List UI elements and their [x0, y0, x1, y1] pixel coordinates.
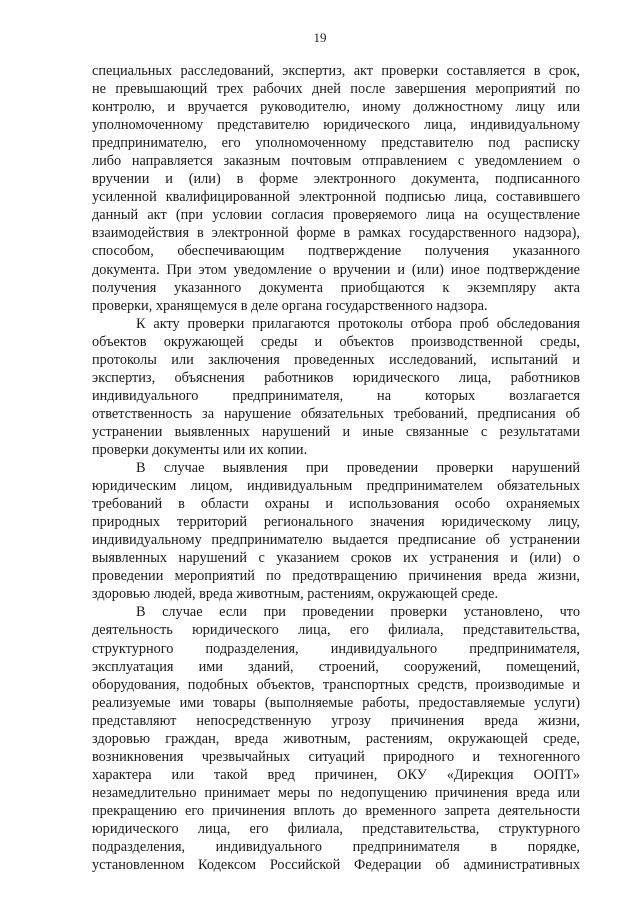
- text-line: усиленной квалифицированной электронной подписью лица, составившего: [92, 189, 580, 206]
- text-line: выявленных нарушений с указанием сроков их устранения и (или) о: [92, 550, 580, 567]
- text-line: объектов окружающей среды и объектов производственной среды,: [92, 333, 580, 350]
- text-line: незамедлительно принимает меры по недопущению причинения вреда или: [92, 784, 580, 801]
- text-line: юридическим лицом, индивидуальным предпринимателем обязательных: [92, 478, 580, 495]
- text-line: представляют непосредственную угрозу причинения вреда жизни,: [92, 712, 580, 729]
- text-line: вручении и (или) в форме электронного документа, подписанного: [92, 171, 580, 188]
- text-line: специальных расследований, экспертиз, акт проверки составляется в срок,: [92, 63, 580, 79]
- text-line: К акту проверки прилагаются протоколы отбора проб обследования: [136, 315, 580, 332]
- text-line: не превышающий трех рабочих дней после завершения мероприятий по: [92, 81, 580, 98]
- text-line: прекращению его причинения вплоть до временного запрета деятельности: [92, 802, 580, 819]
- text-line: проверки документы или их копии.: [92, 441, 308, 458]
- paragraph: [92, 459, 580, 603]
- text-line: установленном Кодексом Российской Федерации об административных: [92, 857, 580, 874]
- paragraph: [92, 603, 580, 874]
- paragraph: [92, 62, 580, 315]
- text-line: структурного подразделения, индивидуального предпринимателя,: [92, 640, 580, 657]
- text-line: получения указанного документа приобщаются к экземпляру акта: [92, 279, 580, 296]
- text-line: деятельность юридического лица, его филиала, представительства,: [92, 622, 580, 639]
- text-line: эксплуатация ими зданий, строений, сооружений, помещений,: [92, 658, 580, 675]
- text-line: В случае если при проведении проверки установлено, что: [136, 604, 580, 621]
- page-number: 19: [313, 30, 327, 45]
- text-line: индивидуальному предпринимателю выдается предписание об устранении: [92, 532, 580, 549]
- text-line: ответственность за нарушение обязательных требований, предписания об: [92, 405, 580, 422]
- text-line: оборудования, подобных объектов, транспортных средств, производимые и: [92, 676, 580, 693]
- text-line: проверки, хранящемуся в деле органа государственного надзора.: [92, 297, 488, 314]
- text-line: природных территорий регионального значения юридическому лицу,: [92, 514, 580, 531]
- text-line: данный акт (при условии согласия проверяемого лица на осуществление: [92, 207, 580, 224]
- text-line: предпринимателю, его уполномоченному представителю под расписку: [92, 135, 580, 152]
- text-line: В случае выявления при проведении проверки нарушений: [136, 460, 580, 477]
- text-line: устранении выявленных нарушений и иные связанные с результатами: [92, 423, 580, 440]
- text-line: требований в области охраны и использования особо охраняемых: [92, 496, 580, 513]
- text-line: здоровью граждан, вреда животным, растениям, окружающей среде,: [92, 730, 580, 747]
- text-line: подразделения, индивидуального предпринимателя в порядке,: [92, 839, 580, 856]
- text-line: взаимодействия в электронной форме в рамках государственного надзора),: [92, 225, 580, 242]
- text-line: контролю, и вручается руководителю, иному должностному лицу или: [92, 99, 580, 116]
- text-line: уполномоченному представителю юридического лица, индивидуальному: [92, 117, 580, 134]
- text-line: реализуемые ими товары (выполняемые работы, предоставляемые услуги): [92, 694, 580, 711]
- document-body: [92, 62, 580, 874]
- text-line: здоровью людей, вреда животным, растениям, окружающей среде.: [92, 586, 499, 603]
- text-line: характера или такой вред причинен, ОКУ «Дирекция ООПТ»: [92, 766, 580, 783]
- paragraph: [92, 315, 580, 459]
- text-line: протоколы или заключения проведенных исследований, испытаний и: [92, 351, 580, 368]
- text-line: индивидуального предпринимателя, на которых возлагается: [92, 387, 580, 404]
- text-line: либо направляется заказным почтовым отправлением с уведомлением о: [92, 153, 580, 170]
- text-line: возникновения чрезвычайных ситуаций природного и техногенного: [92, 748, 580, 765]
- text-line: юридического лица, его филиала, представительства, структурного: [92, 820, 580, 837]
- text-line: документа. При этом уведомление о вручении и (или) иное подтверждение: [92, 261, 580, 278]
- text-line: способом, обеспечивающим подтверждение получения указанного: [92, 243, 580, 260]
- text-line: экспертиз, объяснения работников юридического лица, работников: [92, 369, 580, 386]
- text-line: проведении мероприятий по предотвращению причинения вреда жизни,: [92, 568, 580, 585]
